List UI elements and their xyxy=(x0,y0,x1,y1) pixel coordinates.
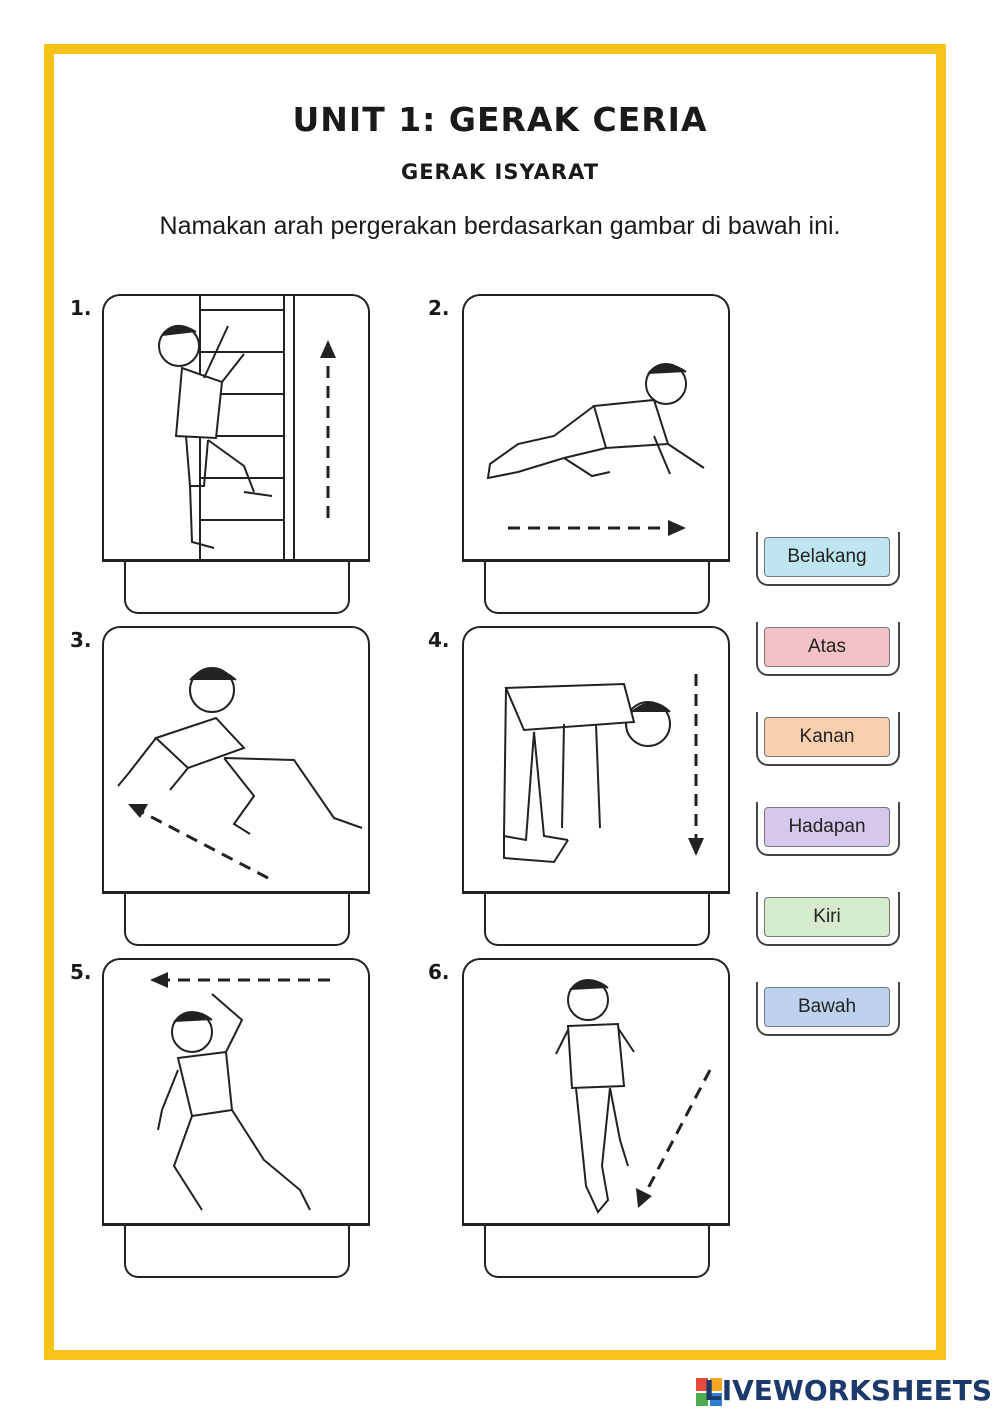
question-number: 3. xyxy=(70,628,92,652)
answer-chip-bawah[interactable]: Bawah xyxy=(764,987,890,1027)
arrow-right xyxy=(508,520,686,536)
answer-box-5[interactable] xyxy=(124,1226,350,1278)
answer-chip-slot xyxy=(756,622,900,676)
answer-chip-kanan[interactable]: Kanan xyxy=(764,717,890,757)
bending-boy-illustration xyxy=(464,628,728,891)
answer-chip-atas[interactable]: Atas xyxy=(764,627,890,667)
crawling-boy-illustration xyxy=(464,296,728,559)
page-subtitle: GERAK ISYARAT xyxy=(400,160,600,184)
answer-box-3[interactable] xyxy=(124,894,350,946)
arrow-down-left xyxy=(128,804,268,878)
page-title: UNIT 1: GERAK CERIA xyxy=(292,100,708,139)
question-number: 4. xyxy=(428,628,450,652)
picture-card-6 xyxy=(462,958,730,1226)
picture-card-5 xyxy=(102,958,370,1226)
answer-chip-belakang[interactable]: Belakang xyxy=(764,537,890,577)
arrow-down xyxy=(688,674,704,856)
answer-box-6[interactable] xyxy=(484,1226,710,1278)
answer-box-4[interactable] xyxy=(484,894,710,946)
stretching-boy-illustration xyxy=(104,960,368,1223)
question-number: 5. xyxy=(70,960,92,984)
answer-chip-kiri[interactable]: Kiri xyxy=(764,897,890,937)
arrow-up xyxy=(320,340,336,518)
picture-card-4 xyxy=(462,626,730,894)
walking-boy-illustration xyxy=(464,960,728,1223)
question-number: 6. xyxy=(428,960,450,984)
answer-chip-slot xyxy=(756,532,900,586)
watermark-text: LIVEWORKSHEETS xyxy=(703,1374,992,1407)
arrow-forward-diagonal xyxy=(636,1070,710,1208)
answer-chip-slot xyxy=(756,802,900,856)
climbing-boy-illustration xyxy=(104,296,368,559)
picture-card-1 xyxy=(102,294,370,562)
answer-chip-slot xyxy=(756,982,900,1036)
answer-box-2[interactable] xyxy=(484,562,710,614)
crab-walk-boy-illustration xyxy=(104,628,368,891)
question-number: 2. xyxy=(428,296,450,320)
answer-chip-hadapan[interactable]: Hadapan xyxy=(764,807,890,847)
answer-chip-slot xyxy=(756,892,900,946)
picture-card-2 xyxy=(462,294,730,562)
arrow-left xyxy=(150,972,330,988)
answer-box-1[interactable] xyxy=(124,562,350,614)
question-number: 1. xyxy=(70,296,92,320)
answer-chip-slot xyxy=(756,712,900,766)
picture-card-3 xyxy=(102,626,370,894)
instruction-text: Namakan arah pergerakan berdasarkan gambar di bawah ini. xyxy=(159,212,841,240)
